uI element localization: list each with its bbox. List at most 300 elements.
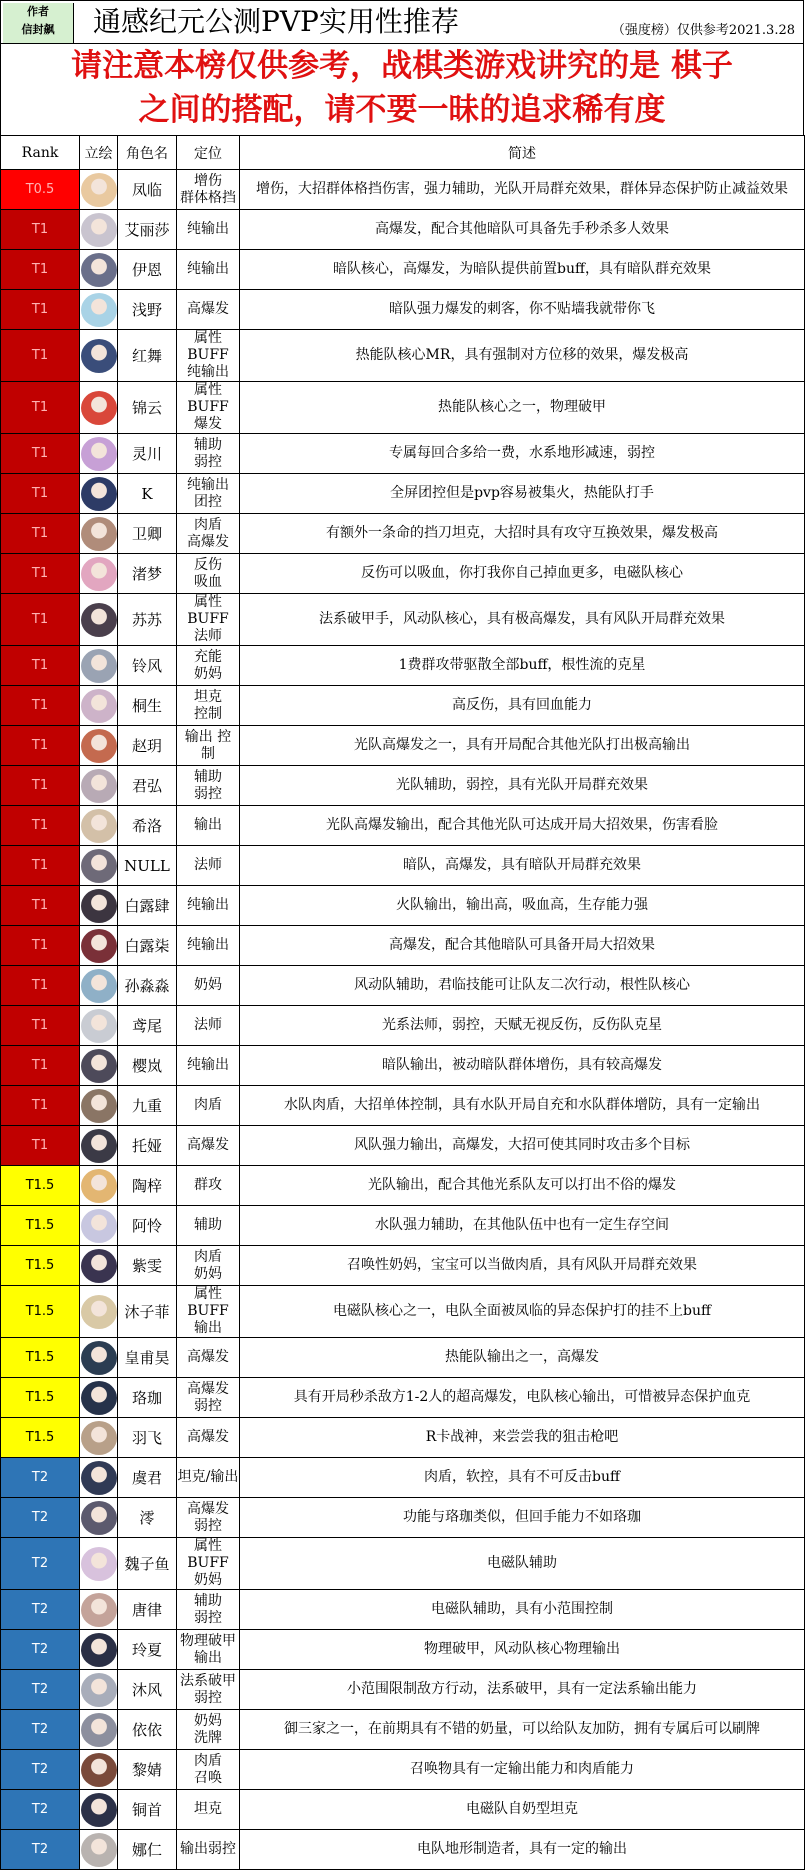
role-cell: 物理破甲 输出 [177, 1630, 240, 1670]
role-cell: 高爆发 [177, 1418, 240, 1458]
character-portrait [81, 1461, 117, 1495]
rank-cell [1, 886, 80, 926]
role-cell: 高爆发 弱控 [177, 1498, 240, 1538]
description-cell: 物理破甲，风动队核心物理输出 [240, 1630, 805, 1670]
role-cell: 辅助 弱控 [177, 766, 240, 806]
rank-label: T2 [31, 1602, 49, 1617]
character-portrait [81, 213, 117, 247]
rank-cell [1, 514, 80, 554]
role-cell: 法系破甲 弱控 [177, 1670, 240, 1710]
character-name: 虞君 [118, 1458, 177, 1498]
rank-label: T1.5 [25, 1258, 55, 1273]
rank-cell [1, 686, 80, 726]
description-cell: 热能队输出之一，高爆发 [240, 1338, 805, 1378]
character-name: 孙淼淼 [118, 966, 177, 1006]
rank-label: T1.5 [25, 1304, 55, 1319]
character-portrait [81, 729, 117, 763]
character-portrait [81, 649, 117, 683]
character-portrait [81, 769, 117, 803]
description-cell: 光队高爆发输出，配合其他光队可达成开局大招效果，伤害看脸 [240, 806, 805, 846]
character-name: 唐律 [118, 1590, 177, 1630]
table-row [1, 926, 805, 966]
character-name: 渚梦 [118, 554, 177, 594]
character-portrait [81, 339, 117, 373]
role-cell: 充能 奶妈 [177, 646, 240, 686]
role-cell: 纯输出 [177, 250, 240, 290]
author-name: 信封飙 [21, 23, 55, 36]
portrait-cell [80, 1498, 118, 1538]
rank-cell [1, 1206, 80, 1246]
role-cell: 肉盾 高爆发 [177, 514, 240, 554]
character-name: 白露柒 [118, 926, 177, 966]
character-portrait [81, 517, 117, 551]
portrait-cell [80, 210, 118, 250]
rank-cell [1, 1538, 80, 1590]
character-name: 鸢尾 [118, 1006, 177, 1046]
role-cell: 坦克 [177, 1790, 240, 1830]
header-bar [0, 0, 804, 44]
character-portrait [81, 1209, 117, 1243]
author-label: 作者 [27, 5, 49, 18]
table-row [1, 1086, 805, 1126]
rank-cell [1, 474, 80, 514]
table-row [1, 594, 805, 646]
character-portrait [81, 1793, 117, 1827]
role-cell: 属性BUFF 爆发 [177, 382, 240, 434]
description-cell: 具有开局秒杀敌方1-2人的超高爆发，电队核心输出，可惜被异态保护血克 [240, 1378, 805, 1418]
portrait-cell [80, 926, 118, 966]
rank-label: T1 [31, 400, 49, 415]
table-row [1, 1126, 805, 1166]
portrait-cell [80, 646, 118, 686]
description-cell: 光队输出，配合其他光系队友可以打出不俗的爆发 [240, 1166, 805, 1206]
description-cell: 暗队强力爆发的刺客，你不贴墙我就带你飞 [240, 290, 805, 330]
tier-table [0, 135, 805, 1870]
portrait-cell [80, 1670, 118, 1710]
rank-label: T1 [31, 302, 49, 317]
character-name: 沐风 [118, 1670, 177, 1710]
rank-cell [1, 1126, 80, 1166]
rank-cell [1, 1086, 80, 1126]
character-name: 铃风 [118, 646, 177, 686]
rank-cell [1, 554, 80, 594]
character-name: 灵川 [118, 434, 177, 474]
rank-label: T1 [31, 978, 49, 993]
table-row [1, 966, 805, 1006]
table-row [1, 1458, 805, 1498]
portrait-cell [80, 1046, 118, 1086]
rank-cell [1, 1670, 80, 1710]
table-row [1, 1166, 805, 1206]
character-name: 玲夏 [118, 1630, 177, 1670]
table-row [1, 1338, 805, 1378]
notice-line-1: 请注意本榜仅供参考，战棋类游戏讲究的是 棋子 [71, 48, 733, 84]
rank-label: T1 [31, 1018, 49, 1033]
author-badge [3, 3, 74, 43]
character-name: 赵玥 [118, 726, 177, 766]
character-portrait [81, 1501, 117, 1535]
description-cell: 召唤性奶妈，宝宝可以当做肉盾，具有风队开局群充效果 [240, 1246, 805, 1286]
portrait-cell [80, 886, 118, 926]
table-row [1, 686, 805, 726]
character-portrait [81, 1833, 117, 1867]
portrait-cell [80, 1166, 118, 1206]
rank-label: T1.5 [25, 1350, 55, 1365]
notice-line-2: 之间的搭配，请不要一昧的追求稀有度 [138, 92, 666, 128]
rank-label: T1 [31, 1098, 49, 1113]
rank-label: T2 [31, 1642, 49, 1657]
rank-label: T2 [31, 1762, 49, 1777]
portrait-cell [80, 170, 118, 210]
portrait-cell [80, 846, 118, 886]
description-cell: 水队肉盾，大招单体控制，具有水队开局自充和水队群体增防，具有一定输出 [240, 1086, 805, 1126]
rank-cell [1, 926, 80, 966]
character-name: 皇甫昊 [118, 1338, 177, 1378]
rank-label: T1 [31, 818, 49, 833]
role-cell: 奶妈 洗牌 [177, 1710, 240, 1750]
description-cell: 肉盾，软控，具有不可反击buff [240, 1458, 805, 1498]
table-row [1, 330, 805, 382]
character-portrait [81, 809, 117, 843]
table-row [1, 1378, 805, 1418]
portrait-cell [80, 686, 118, 726]
portrait-cell [80, 1830, 118, 1870]
character-portrait [81, 557, 117, 591]
portrait-cell [80, 554, 118, 594]
table-row [1, 1590, 805, 1630]
rank-label: T1 [31, 1138, 49, 1153]
description-cell: 高爆发，配合其他暗队可具备先手秒杀多人效果 [240, 210, 805, 250]
role-cell: 肉盾 召唤 [177, 1750, 240, 1790]
role-cell: 高爆发 [177, 1126, 240, 1166]
role-cell: 群攻 [177, 1166, 240, 1206]
rank-cell [1, 250, 80, 290]
portrait-cell [80, 290, 118, 330]
character-portrait [81, 391, 117, 425]
table-row [1, 170, 805, 210]
character-name: 白露肆 [118, 886, 177, 926]
character-portrait [81, 1593, 117, 1627]
rank-cell [1, 1458, 80, 1498]
rank-label: T1 [31, 222, 49, 237]
page-title: 通感纪元公测PVP实用性推荐 [93, 5, 459, 38]
description-cell: 光队高爆发之一，具有开局配合其他光队打出极高输出 [240, 726, 805, 766]
character-name: 伊恩 [118, 250, 177, 290]
description-cell: 御三家之一，在前期具有不错的奶量，可以给队友加防，拥有专属后可以刷牌 [240, 1710, 805, 1750]
role-cell: 属性BUFF 纯输出 [177, 330, 240, 382]
col-header-desc: 简述 [240, 136, 805, 170]
rank-label: T1.5 [25, 1390, 55, 1405]
character-portrait [81, 293, 117, 327]
table-row [1, 726, 805, 766]
description-cell: 电磁队自奶型坦克 [240, 1790, 805, 1830]
role-cell: 肉盾 奶妈 [177, 1246, 240, 1286]
portrait-cell [80, 1458, 118, 1498]
rank-label: T1 [31, 612, 49, 627]
character-name: 珞珈 [118, 1378, 177, 1418]
character-name: 希洛 [118, 806, 177, 846]
rank-cell [1, 210, 80, 250]
portrait-cell [80, 1710, 118, 1750]
character-portrait [81, 929, 117, 963]
rank-cell [1, 1790, 80, 1830]
portrait-cell [80, 966, 118, 1006]
table-row [1, 1046, 805, 1086]
character-name: 沐子菲 [118, 1286, 177, 1338]
rank-cell [1, 330, 80, 382]
table-row [1, 886, 805, 926]
rank-label: T1 [31, 738, 49, 753]
character-name: 紫雯 [118, 1246, 177, 1286]
table-row [1, 382, 805, 434]
rank-label: T2 [31, 1802, 49, 1817]
character-name: NULL [118, 846, 177, 886]
character-portrait [81, 1249, 117, 1283]
role-cell: 奶妈 [177, 966, 240, 1006]
character-name: 托娅 [118, 1126, 177, 1166]
description-cell: 热能队核心MR，具有强制对方位移的效果，爆发极高 [240, 330, 805, 382]
role-cell: 高爆发 [177, 290, 240, 330]
rank-label: T1 [31, 446, 49, 461]
rank-cell [1, 1590, 80, 1630]
portrait-cell [80, 1006, 118, 1046]
portrait-cell [80, 1590, 118, 1630]
description-cell: 全屏团控但是pvp容易被集火，热能队打手 [240, 474, 805, 514]
rank-label: T2 [31, 1556, 49, 1571]
col-header-portrait: 立绘 [80, 136, 118, 170]
portrait-cell [80, 330, 118, 382]
role-cell: 辅助 [177, 1206, 240, 1246]
rank-label: T1 [31, 486, 49, 501]
portrait-cell [80, 1790, 118, 1830]
character-portrait [81, 1381, 117, 1415]
portrait-cell [80, 1378, 118, 1418]
role-cell: 纯输出 [177, 1046, 240, 1086]
role-cell: 输出 [177, 806, 240, 846]
rank-label: T1.5 [25, 1178, 55, 1193]
portrait-cell [80, 726, 118, 766]
description-cell: 光系法师，弱控，天赋无视反伤，反伤队克星 [240, 1006, 805, 1046]
rank-cell [1, 726, 80, 766]
table-row [1, 1750, 805, 1790]
character-name: 阿怜 [118, 1206, 177, 1246]
role-cell: 辅助 弱控 [177, 1590, 240, 1630]
portrait-cell [80, 434, 118, 474]
rank-cell [1, 1630, 80, 1670]
description-cell: 电磁队辅助，具有小范围控制 [240, 1590, 805, 1630]
rank-label: T1 [31, 348, 49, 363]
description-cell: 暗队核心，高爆发，为暗队提供前置buff，具有暗队群充效果 [240, 250, 805, 290]
rank-cell [1, 1498, 80, 1538]
rank-cell [1, 170, 80, 210]
character-name: 九重 [118, 1086, 177, 1126]
rank-label: T1 [31, 778, 49, 793]
table-row [1, 434, 805, 474]
character-name: 娜仁 [118, 1830, 177, 1870]
role-cell: 属性BUFF 奶妈 [177, 1538, 240, 1590]
character-name: 浅野 [118, 290, 177, 330]
description-cell: 暗队，高爆发，具有暗队开局群充效果 [240, 846, 805, 886]
role-cell: 坦克 控制 [177, 686, 240, 726]
description-cell: 水队强力辅助，在其他队伍中也有一定生存空间 [240, 1206, 805, 1246]
character-name: 锦云 [118, 382, 177, 434]
description-cell: 电磁队辅助 [240, 1538, 805, 1590]
description-cell: 增伤，大招群体格挡伤害，强力辅助，光队开局群充效果，群体异态保护防止减益效果 [240, 170, 805, 210]
character-name: 苏苏 [118, 594, 177, 646]
rank-label: T1 [31, 938, 49, 953]
portrait-cell [80, 474, 118, 514]
character-portrait [81, 253, 117, 287]
role-cell: 属性BUFF 输出 [177, 1286, 240, 1338]
portrait-cell [80, 1538, 118, 1590]
table-row [1, 766, 805, 806]
rank-cell [1, 1710, 80, 1750]
rank-cell [1, 966, 80, 1006]
rank-cell [1, 1338, 80, 1378]
table-row [1, 646, 805, 686]
page-subtitle: （强度榜）仅供参考2021.3.28 [611, 23, 795, 38]
table-row [1, 846, 805, 886]
character-name: 魏子鱼 [118, 1538, 177, 1590]
rank-label: T1 [31, 698, 49, 713]
rank-label: T1 [31, 566, 49, 581]
rank-cell [1, 594, 80, 646]
description-cell: 法系破甲手，风动队核心，具有极高爆发，具有风队开局群充效果 [240, 594, 805, 646]
table-row [1, 1790, 805, 1830]
role-cell: 坦克/输出 [177, 1458, 240, 1498]
description-cell: 风动队辅助，君临技能可让队友二次行动，根性队核心 [240, 966, 805, 1006]
table-row [1, 1830, 805, 1870]
portrait-cell [80, 806, 118, 846]
character-portrait [81, 477, 117, 511]
character-name: 桐生 [118, 686, 177, 726]
character-portrait [81, 1049, 117, 1083]
role-cell: 法师 [177, 1006, 240, 1046]
rank-cell [1, 1830, 80, 1870]
rank-cell [1, 1378, 80, 1418]
rank-label: T2 [31, 1470, 49, 1485]
character-portrait [81, 1169, 117, 1203]
character-portrait [81, 1295, 117, 1329]
table-row [1, 1630, 805, 1670]
rank-cell [1, 1418, 80, 1458]
table-row [1, 1418, 805, 1458]
rank-cell [1, 1246, 80, 1286]
character-name: 铜首 [118, 1790, 177, 1830]
rank-label: T2 [31, 1842, 49, 1857]
character-portrait [81, 1341, 117, 1375]
description-cell: 高爆发，配合其他暗队可具备开局大招效果 [240, 926, 805, 966]
rank-cell [1, 646, 80, 686]
table-row [1, 514, 805, 554]
role-cell: 纯输出 [177, 886, 240, 926]
rank-label: T1 [31, 526, 49, 541]
rank-cell [1, 382, 80, 434]
portrait-cell [80, 250, 118, 290]
table-row [1, 806, 805, 846]
portrait-cell [80, 1630, 118, 1670]
rank-label: T1 [31, 262, 49, 277]
table-row [1, 1246, 805, 1286]
character-portrait [81, 603, 117, 637]
description-cell: 专属每回合多给一费，水系地形减速，弱控 [240, 434, 805, 474]
portrait-cell [80, 514, 118, 554]
character-name: 艾丽莎 [118, 210, 177, 250]
portrait-cell [80, 1338, 118, 1378]
character-portrait [81, 1633, 117, 1667]
role-cell: 高爆发 弱控 [177, 1378, 240, 1418]
portrait-cell [80, 1246, 118, 1286]
role-cell: 输出 控 制 [177, 726, 240, 766]
description-cell: R卡战神，来尝尝我的狙击枪吧 [240, 1418, 805, 1458]
character-name: 陶梓 [118, 1166, 177, 1206]
description-cell: 1费群攻带驱散全部buff，根性流的克星 [240, 646, 805, 686]
rank-cell [1, 434, 80, 474]
table-row [1, 474, 805, 514]
character-name: 君弘 [118, 766, 177, 806]
character-portrait [81, 1009, 117, 1043]
role-cell: 纯输出 [177, 926, 240, 966]
character-portrait [81, 1673, 117, 1707]
character-portrait [81, 1753, 117, 1787]
description-cell: 电队地形制造者，具有一定的输出 [240, 1830, 805, 1870]
role-cell: 增伤 群体格挡 [177, 170, 240, 210]
role-cell: 纯输出 团控 [177, 474, 240, 514]
role-cell: 反伤 吸血 [177, 554, 240, 594]
portrait-cell [80, 1750, 118, 1790]
rank-cell [1, 290, 80, 330]
table-row [1, 1498, 805, 1538]
rank-label: T2 [31, 1722, 49, 1737]
col-header-rank: Rank [1, 136, 80, 170]
portrait-cell [80, 382, 118, 434]
table-body [1, 170, 805, 1870]
portrait-cell [80, 594, 118, 646]
portrait-cell [80, 1126, 118, 1166]
table-row [1, 290, 805, 330]
table-row [1, 1538, 805, 1590]
character-name: 卫卿 [118, 514, 177, 554]
description-cell: 风队强力输出，高爆发，大招可使其同时攻击多个目标 [240, 1126, 805, 1166]
role-cell: 法师 [177, 846, 240, 886]
rank-cell [1, 1750, 80, 1790]
rank-cell [1, 846, 80, 886]
rank-cell [1, 766, 80, 806]
character-name: K [118, 474, 177, 514]
col-header-role: 定位 [177, 136, 240, 170]
description-cell: 热能队核心之一，物理破甲 [240, 382, 805, 434]
rank-label: T1.5 [25, 1218, 55, 1233]
table-row [1, 1206, 805, 1246]
character-portrait [81, 1129, 117, 1163]
character-name: 依依 [118, 1710, 177, 1750]
table-header-row [1, 136, 805, 170]
description-cell: 功能与珞珈类似，但回手能力不如珞珈 [240, 1498, 805, 1538]
rank-cell [1, 806, 80, 846]
table-row [1, 554, 805, 594]
role-cell: 辅助 弱控 [177, 434, 240, 474]
rank-cell [1, 1286, 80, 1338]
portrait-cell [80, 766, 118, 806]
rank-cell [1, 1006, 80, 1046]
rank-cell [1, 1166, 80, 1206]
table-row [1, 250, 805, 290]
character-portrait [81, 1421, 117, 1455]
rank-label: T1.5 [25, 1430, 55, 1445]
portrait-cell [80, 1206, 118, 1246]
portrait-cell [80, 1418, 118, 1458]
description-cell: 小范围限制敌方行动，法系破甲，具有一定法系输出能力 [240, 1670, 805, 1710]
